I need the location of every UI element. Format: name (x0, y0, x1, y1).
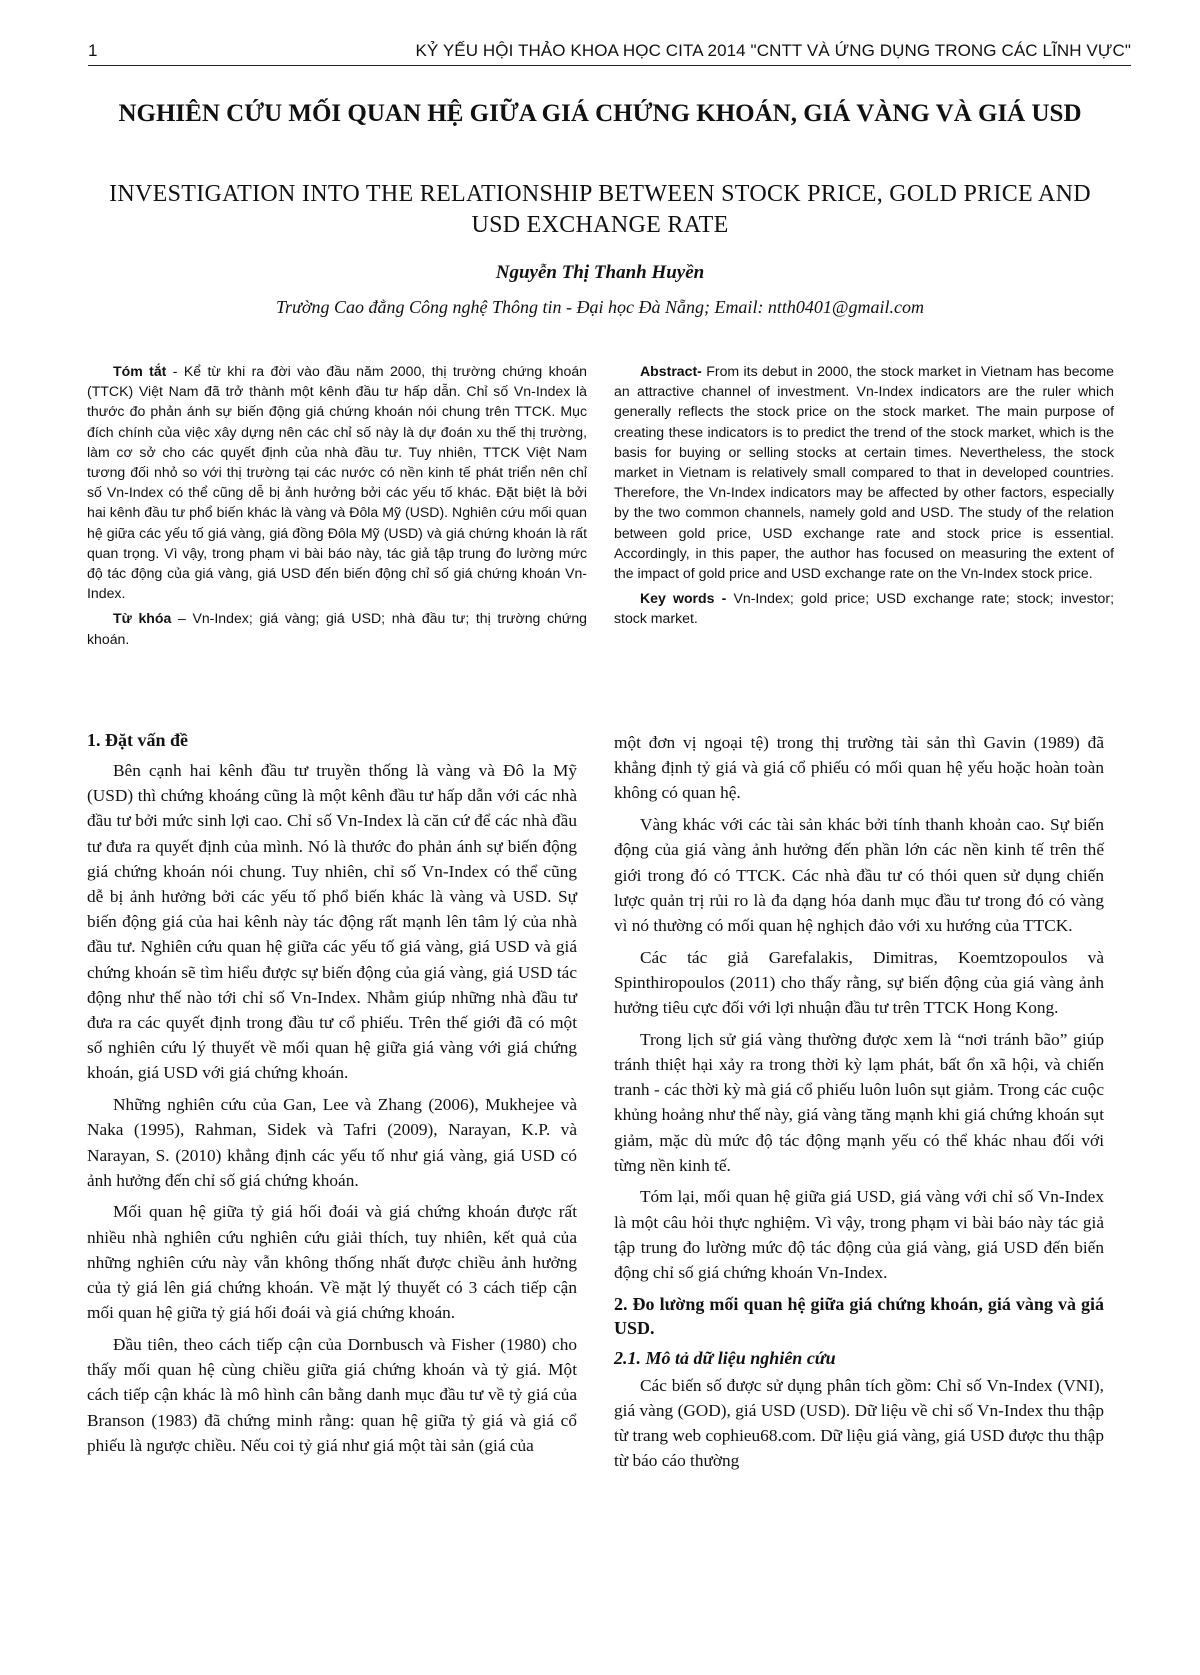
body-paragraph: Mối quan hệ giữa tỷ giá hối đoái và giá chứng khoán được rất nhiều nhà nghiên cứu nghiên cứu giải thích, tuy nhiên, kết quả của những nghiên cứu này vẫn không thống nhất được chiều ảnh hưởng của tỷ giá lên giá chứng khoán. Về mặt lý thuyết có 3 cách tiếp cận mối quan hệ giữa tỷ giá hối đoái và giá chứng khoán. (87, 1202, 577, 1323)
keywords-vi-label: Từ khóa (113, 610, 172, 627)
section-2-1-heading: 2.1. Mô tả dữ liệu nghiên cứu (614, 1347, 836, 1368)
journal-title: KỶ YẾU HỘI THẢO KHOA HỌC CITA 2014 "CNTT VÀ ỨNG DỤNG TRONG CÁC LĨNH VỰC" (415, 41, 1131, 60)
page-number: 1 (88, 41, 98, 60)
body-paragraph: Các tác giả Garefalakis, Dimitras, Koemtzopoulos và Spinthiropoulos (2011) cho thấy rằng, sự biến động của giá vàng ảnh hưởng tiêu cực đối với lợi nhuận đầu tư trên TTCK Hong Kong. (614, 947, 1104, 1018)
body-paragraph: Trong lịch sử giá vàng thường được xem là “nơi tránh bão” giúp tránh thiệt hại xảy ra trong thời kỳ lạm phát, bất ổn xã hội, và chiến tranh - các thời kỳ mà giá cổ phiếu luôn luôn sụt giảm. Trong các cuộc khủng hoảng như thế này, giá vàng tăng mạnh khi giá chứng khoán sụt giảm, mặc dù mức độ tác động mạnh yếu có thể khác nhau đối với từng nền kinh tế. (614, 1029, 1104, 1175)
abstract-english (614, 361, 1114, 629)
body-paragraph: Bên cạnh hai kênh đầu tư truyền thống là vàng và Đô la Mỹ (USD) thì chứng khoáng cũng là một kênh đầu tư hấp dẫn với các nhà đầu tư bởi mức sinh lợi cao. Chỉ số Vn-Index là căn cứ để các nhà đầu tư đưa ra quyết định của mình. Nó là thước đo phản ánh sự biến động giá chứng khoán nói chung. Tuy nhiên, chỉ số Vn-Index có thể cũng dễ bị ảnh hưởng bởi các yếu tố phổ biến khác là vàng và USD. Sự biến động giá của hai kênh này tác động rất mạnh lên tâm lý của nhà đầu tư. Nghiên cứu quan hệ giữa các yếu tố giá vàng, giá USD và giá chứng khoán sẽ tìm hiểu được sự biến động của giá vàng, giá USD tác động như thế nào tới chỉ số Vn-Index. Nhằm giúp những nhà đầu tư đưa ra các quyết định trong đầu tư cổ phiếu. Trên thế giới đã có một số nghiên cứu lý thuyết về mối quan hệ giữa giá vàng với giá chứng khoán, giá USD với giá chứng khoán. (87, 761, 577, 1083)
abstract-en-text: From its debut in 2000, the stock market in Vietnam has become an attractive channel of investment. Vn-Index indicators are the ruler which generally reflects the stock price on the stock market. The main purpose of creating these indicators is to predict the trend of the stock market, which is the basis for buying or selling stocks at certain times. Nevertheless, the stock market in Vietnam is relatively small compared to that in developed countries. Therefore, the Vn-Index indicators may be affected by other factors, especially by the two common channels, namely gold and USD. The study of the relation between gold price, USD exchange rate and stock price is essential. Accordingly, in this paper, the author has focused on measuring the extent of the impact of gold price and USD exchange rate on the Vn-Index stock price. (614, 363, 1114, 582)
right-body-column (614, 730, 1104, 1480)
author-name: Nguyễn Thị Thanh Huyền (495, 262, 705, 283)
body-paragraph: Vàng khác với các tài sản khác bởi tính thanh khoản cao. Sự biến động của giá vàng ảnh hưởng đến phần lớn các nền kinh tế trên thế giới trong đó có TTCK. Các nhà đầu tư có thói quen sử dụng chiến lược quản trị rủi ro là đa dạng hóa danh mục đầu tư trong đó có vàng vì nó thường có mối quan hệ nghịch đảo với xu hướng của TTCK. (614, 815, 1104, 935)
abstract-vi-text: - Kể từ khi ra đời vào đầu năm 2000, thị trường chứng khoán (TTCK) Việt Nam đã trở thành một kênh đầu tư hấp dẫn. Chỉ số Vn-Index là thước đo phản ánh sự biến động giá chứng khoán nói chung trên TTCK. Mục đích chính của việc xây dựng nên các chỉ số này là dự đoán xu thế thị trường, làm cơ sở cho các quyết định của nhà đầu tư. Tuy nhiên, TTCK Việt Nam tương đối nhỏ so với thị trường tại các nước có nền kinh tế phát triển nên chỉ số Vn-Index có thể cũng dễ bị ảnh hưởng bởi các yếu tố khác. Đặt biệt là bởi hai kênh đầu tư phổ biến khác là vàng và Đôla Mỹ (USD). Nghiên cứu mối quan hệ giữa các yếu tố giá vàng, giá đồng Đôla Mỹ (USD) và giá chứng khoán là rất quan trọng. Vì vậy, trong phạm vi bài báo này, tác giả tập trung đo lường mức độ tác động của giá vàng, giá USD đến biến động chỉ số giá chứng khoán Vn-Index. (87, 363, 588, 602)
abstract-vi-label: Tóm tắt (113, 363, 167, 379)
abstract-vi-paragraph (87, 361, 587, 603)
body-paragraph: Các biến số được sử dụng phân tích gồm: Chỉ số Vn-Index (VNI), giá vàng (GOD), giá USD (USD). Dữ liệu về chỉ số Vn-Index thu thập từ trang web cophieu68.com. Dữ liệu giá vàng, giá USD được thu thập từ báo cáo thường (614, 1375, 1104, 1471)
body-paragraph-continued: một đơn vị ngoại tệ) trong thị trường tài sản thì Gavin (1989) đã khẳng định tỷ giá và giá cổ phiếu có mối quan hệ yếu hoặc hoàn toàn không có quan hệ. (614, 733, 1104, 803)
keywords-vi-paragraph (87, 608, 587, 648)
keywords-en-label: Key words - (640, 590, 727, 607)
left-body-column (87, 728, 577, 1464)
abstract-vietnamese (87, 361, 587, 649)
body-paragraph: Những nghiên cứu của Gan, Lee và Zhang (2006), Mukhejee và Naka (1995), Rahman, Sidek và Tafri (2009), Narayan, K.P. và Narayan, S. (2010) khẳng định các yếu tố như giá vàng, giá USD có ảnh hưởng đến chỉ số giá chứng khoán. (87, 1095, 577, 1190)
section-1-heading: 1. Đặt vấn đề (87, 730, 189, 750)
abstract-en-label: Abstract- (640, 363, 702, 379)
keywords-vi-text: – Vn-Index; giá vàng; giá USD; nhà đầu tư; thị trường chứng khoán. (87, 610, 587, 647)
keywords-en-paragraph (614, 588, 1114, 628)
paper-title-english: INVESTIGATION INTO THE RELATIONSHIP BETWEEN STOCK PRICE, GOLD PRICE AND USD EXCHANGE RATE (109, 181, 1091, 238)
section-2-heading: 2. Đo lường mối quan hệ giữa giá chứng khoán, giá vàng và giá USD. (614, 1293, 1104, 1338)
running-header (88, 38, 1131, 66)
author-affiliation: Trường Cao đẳng Công nghệ Thông tin - Đại học Đà Nẵng; Email: ntth0401@gmail.com (276, 297, 924, 317)
abstract-en-paragraph (614, 361, 1114, 583)
paper-title-vietnamese: NGHIÊN CỨU MỐI QUAN HỆ GIỮA GIÁ CHỨNG KHOÁN, GIÁ VÀNG VÀ GIÁ USD (118, 100, 1082, 127)
keywords-en-text: Vn-Index; gold price; USD exchange rate; stock; investor; stock market. (614, 590, 1114, 627)
body-paragraph: Tóm lại, mối quan hệ giữa giá USD, giá vàng với chỉ số Vn-Index là một câu hỏi thực nghiệm. Vì vậy, trong phạm vi bài báo này tác giả tập trung đo lường mức độ tác động của giá vàng, giá USD đến biến động chỉ số giá chứng khoán Vn-Index. (614, 1187, 1104, 1283)
body-paragraph: Đầu tiên, theo cách tiếp cận của Dornbusch và Fisher (1980) cho thấy mối quan hệ cùng chiều giữa giá chứng khoán và tỷ giá. Một cách tiếp cận khác là mô hình cân bằng danh mục đầu tư về tỷ giá của Branson (1983) đã chứng minh rằng: quan hệ giữa tỷ giá và giá cổ phiếu là ngược chiều. Nếu coi tỷ giá như giá một tài sản (giá của (87, 1334, 577, 1455)
